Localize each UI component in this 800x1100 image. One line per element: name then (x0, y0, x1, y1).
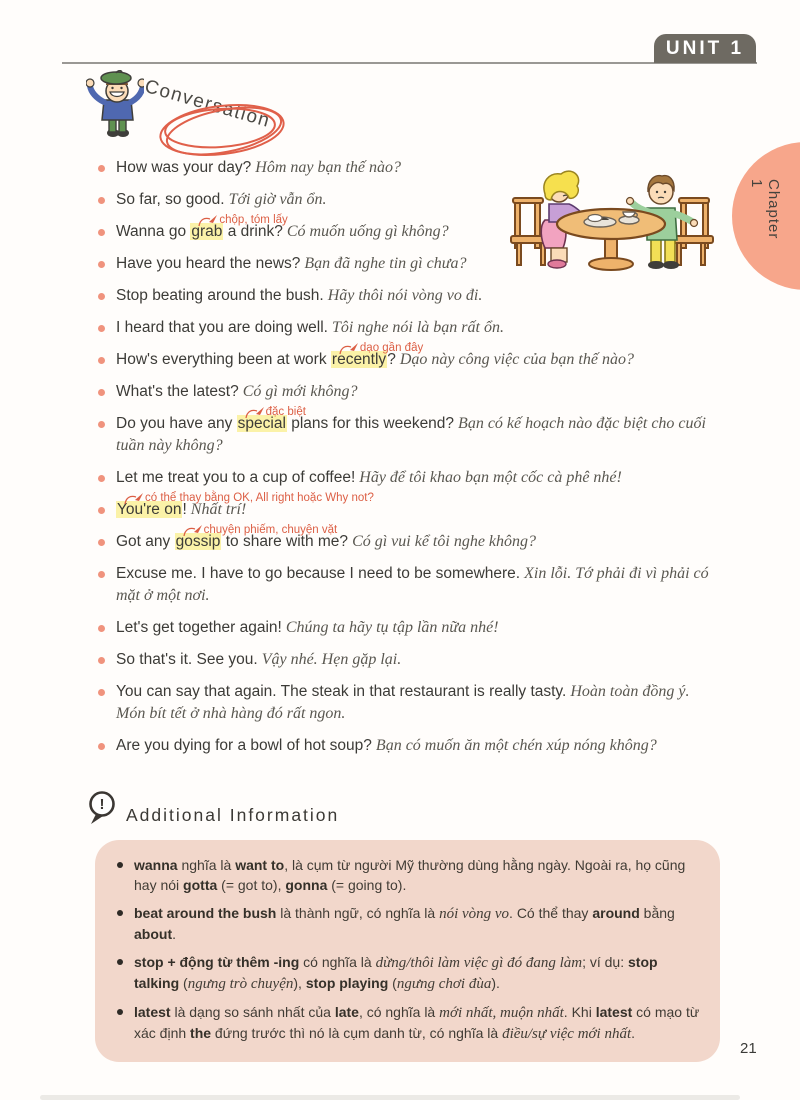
phrase-text (116, 285, 482, 307)
conversation-heading: Conversation (142, 76, 273, 133)
phrase-vietnamese: Nhất trí! (186, 501, 247, 518)
bold-term: stop talking (134, 954, 658, 991)
italic-term: dừng/thôi làm việc gì đó đang làm (375, 955, 583, 971)
conversation-item (98, 342, 718, 371)
annotation-arrow-icon (124, 492, 144, 505)
italic-term: điều/sự việc mới nhất (502, 1026, 632, 1042)
phrase-english: Excuse me. I have to go because I need to be somewhere. (116, 565, 521, 582)
page-number: 21 (740, 1040, 757, 1057)
phrase-english: Wanna go grab chộp, tóm lấy a drink? (116, 214, 288, 240)
phrase-text (116, 681, 718, 725)
phrase-vietnamese: Chúng ta hãy tụ tập lần nữa nhé! (281, 619, 499, 636)
italic-term: nói vòng vo (439, 906, 510, 922)
conversation-item (98, 189, 718, 211)
bold-term: late (334, 1004, 359, 1020)
conversation-item (98, 467, 718, 489)
annotation-arrow-icon (245, 406, 265, 419)
bold-term: beat around the bush (134, 905, 277, 921)
phrase-text (116, 649, 401, 671)
bold-term: stop playing (305, 975, 389, 991)
phrase-english: Let me treat you to a cup of coffee! (116, 469, 356, 486)
chapter-tab (732, 142, 800, 290)
bold-term: latest (134, 1004, 171, 1020)
conversation-item (98, 524, 718, 553)
additional-info-title: Additional Information (126, 805, 340, 825)
annotation-arrow-icon (339, 342, 359, 355)
phrase-english: How was your day? (116, 159, 252, 176)
phrase-english: So far, so good. (116, 191, 225, 208)
phrase-text (116, 406, 718, 457)
conversation-item (98, 253, 718, 275)
phrase-vietnamese: Có gì vui kể tôi nghe không? (348, 533, 537, 550)
highlighted-word: You're on có thể thay bằng OK, All right hoặc Why not? (117, 492, 374, 518)
phrase-text (116, 735, 657, 757)
bullet-dot (117, 959, 123, 965)
bullet-dot (98, 293, 105, 300)
bullet-dot (98, 657, 105, 664)
bullet-dot (98, 507, 105, 514)
conversation-item (98, 157, 718, 179)
phrase-vietnamese: Bạn đã nghe tin gì chưa? (300, 255, 467, 272)
info-item (117, 855, 702, 895)
bold-term: wanna (134, 857, 178, 873)
bullet-dot (98, 475, 105, 482)
annotation-text: dạo gần đây (359, 342, 424, 354)
phrase-text (116, 214, 449, 243)
additional-info-box (95, 840, 720, 1062)
bullet-dot (98, 261, 105, 268)
header-rule (62, 62, 757, 64)
conversation-item (98, 317, 718, 339)
bullet-dot (98, 389, 105, 396)
bullet-dot (98, 229, 105, 236)
highlighted-word: special đặc biệt (237, 406, 306, 432)
conversation-item (98, 649, 718, 671)
bold-term: stop + động từ thêm -ing (134, 954, 300, 970)
phrase-vietnamese: Xin lỗi. Tớ phải đi vì phải có mặt ở một nơi. (116, 565, 709, 604)
margin-annotation (198, 214, 287, 227)
phrase-vietnamese: Bạn có kế hoạch nào đặc biệt cho cuối tuần này không? (116, 415, 706, 454)
phrase-vietnamese: Bạn có muốn ăn một chén xúp nóng không? (371, 737, 657, 754)
additional-info-header (86, 790, 339, 828)
annotation-arrow-icon (198, 214, 218, 227)
phrase-english: Have you heard the news? (116, 255, 301, 272)
phrase-text (116, 317, 504, 339)
margin-annotation (339, 342, 423, 355)
phrase-english: So that's it. See you. (116, 651, 258, 668)
conversation-item (98, 381, 718, 403)
phrase-english: You can say that again. The steak in that restaurant is really tasty. (116, 683, 567, 700)
unit-tab (654, 34, 756, 63)
bullet-dot (98, 743, 105, 750)
phrase-text (116, 189, 327, 211)
phrase-english: Got any gossip chuyện phiếm, chuyện vặt to share with me? (116, 524, 349, 550)
annotation-text: chuyện phiếm, chuyện vặt (203, 524, 338, 536)
page-edge-shadow (40, 1095, 740, 1100)
bold-term: around (592, 905, 640, 921)
annotation-text: chộp, tóm lấy (219, 214, 288, 226)
bold-term: about (134, 926, 173, 942)
phrase-english: Stop beating around the bush. (116, 287, 324, 304)
phrase-text (116, 157, 401, 179)
bold-term: the (190, 1025, 212, 1041)
unit-tab-label: UNIT 1 (665, 37, 745, 59)
annotation-text: có thể thay bằng OK, All right hoặc Why not? (145, 492, 374, 504)
bullet-dot (98, 357, 105, 364)
scribble-oval-icon (152, 98, 292, 162)
conversation-item (98, 406, 718, 457)
phrase-english: How's everything been at work recently dạo gần đây ? (116, 342, 424, 368)
phrase-english: Are you dying for a bowl of hot soup? (116, 737, 372, 754)
svg-text:!: ! (99, 796, 105, 813)
info-text: beat around the bush là thành ngữ, có nghĩa là nói vòng vo. Có thể thay around bằng about. (134, 905, 675, 942)
phrase-text (116, 492, 374, 521)
phrase-vietnamese: Hãy thôi nói vòng vo đi. (323, 287, 483, 304)
phrase-text (116, 524, 537, 553)
info-item (117, 1002, 702, 1044)
highlighted-word: grab chộp, tóm lấy (191, 214, 288, 240)
bullet-dot (98, 325, 105, 332)
mascot-boy-icon (86, 70, 144, 156)
phrase-vietnamese: Tới giờ vẫn ổn. (224, 191, 327, 208)
margin-annotation (183, 524, 338, 537)
phrase-text (116, 467, 622, 489)
bullet-dot (98, 571, 105, 578)
conversation-item (98, 285, 718, 307)
conversation-item (98, 214, 718, 243)
phrase-text (116, 342, 634, 371)
conversation-item (98, 681, 718, 725)
bold-term: latest (595, 1004, 633, 1020)
bullet-dot (117, 862, 123, 868)
bullet-dot (117, 1009, 123, 1015)
italic-term: ngưng chơi đùa (396, 976, 492, 992)
info-text: stop + động từ thêm -ing có nghĩa là dừng/thôi làm việc gì đó đang làm; ví dụ: stop talking (ngưng trò chuyện), stop playing (ngưng chơi đùa). (134, 954, 658, 992)
phrase-vietnamese: Vậy nhé. Hẹn gặp lại. (257, 651, 402, 668)
info-text: latest là dạng so sánh nhất của late, có nghĩa là mới nhất, muộn nhất. Khi latest có mạo từ xác định the đứng trước thì nó là cụm danh từ, có nghĩa là điều/sự việc mới nhất. (134, 1004, 700, 1042)
phrase-english: Do you have any special đặc biệt plans for this weekend? (116, 406, 455, 432)
bold-term: gotta (183, 877, 218, 893)
chapter-tab-label: Chapter 1 (748, 179, 782, 240)
phrase-vietnamese: Dạo này công việc của bạn thế nào? (395, 351, 634, 368)
bold-term: gonna (285, 877, 328, 893)
bold-term: want to (235, 857, 285, 873)
phrase-vietnamese: Hãy để tôi khao bạn một cốc cà phê nhé! (355, 469, 622, 486)
bullet-dot (98, 421, 105, 428)
bullet-dot (98, 689, 105, 696)
bullet-dot (98, 197, 105, 204)
info-text: wanna nghĩa là want to, là cụm từ người Mỹ thường dùng hằng ngày. Ngoài ra, họ cũng hay nói gotta (= got to), gonna (= going to). (134, 857, 686, 893)
italic-term: ngưng trò chuyện (187, 976, 294, 992)
conversation-item (98, 563, 718, 607)
phrase-english: What's the latest? (116, 383, 239, 400)
highlighted-word: gossip chuyện phiếm, chuyện vặt (175, 524, 338, 550)
conversation-list (98, 157, 718, 767)
phrase-text (116, 563, 718, 607)
phrase-vietnamese: Hôm nay bạn thế nào? (251, 159, 402, 176)
conversation-item (98, 617, 718, 639)
margin-annotation (245, 406, 306, 419)
phrase-english: You're on có thể thay bằng OK, All right hoặc Why not? ! (117, 492, 374, 518)
annotation-text: đặc biệt (265, 406, 306, 418)
conversation-item (98, 735, 718, 757)
phrase-text (116, 381, 357, 403)
highlighted-word: recently dạo gần đây (331, 342, 424, 368)
phrase-english: Let's get together again! (116, 619, 282, 636)
bullet-dot (117, 910, 123, 916)
annotation-arrow-icon (183, 524, 203, 537)
phrase-vietnamese: Tôi nghe nói là bạn rất ổn. (327, 319, 504, 336)
conversation-item (98, 492, 718, 521)
phrase-text (116, 617, 499, 639)
phrase-vietnamese: Hoàn toàn đồng ý. Món bít tết ở nhà hàng đó rất ngon. (116, 683, 690, 722)
bullet-dot (98, 625, 105, 632)
conversation-header (86, 68, 316, 160)
italic-term: mới nhất, muộn nhất (439, 1005, 564, 1021)
bullet-dot (98, 165, 105, 172)
info-item (117, 952, 702, 994)
phrase-vietnamese: Có gì mới không? (238, 383, 358, 400)
phrase-vietnamese: Có muốn uống gì không? (282, 223, 449, 240)
info-item (117, 903, 702, 944)
margin-annotation (124, 492, 374, 505)
exclamation-bubble-icon (86, 790, 118, 828)
phrase-english: I heard that you are doing well. (116, 319, 328, 336)
bullet-dot (98, 539, 105, 546)
phrase-text (116, 253, 466, 275)
